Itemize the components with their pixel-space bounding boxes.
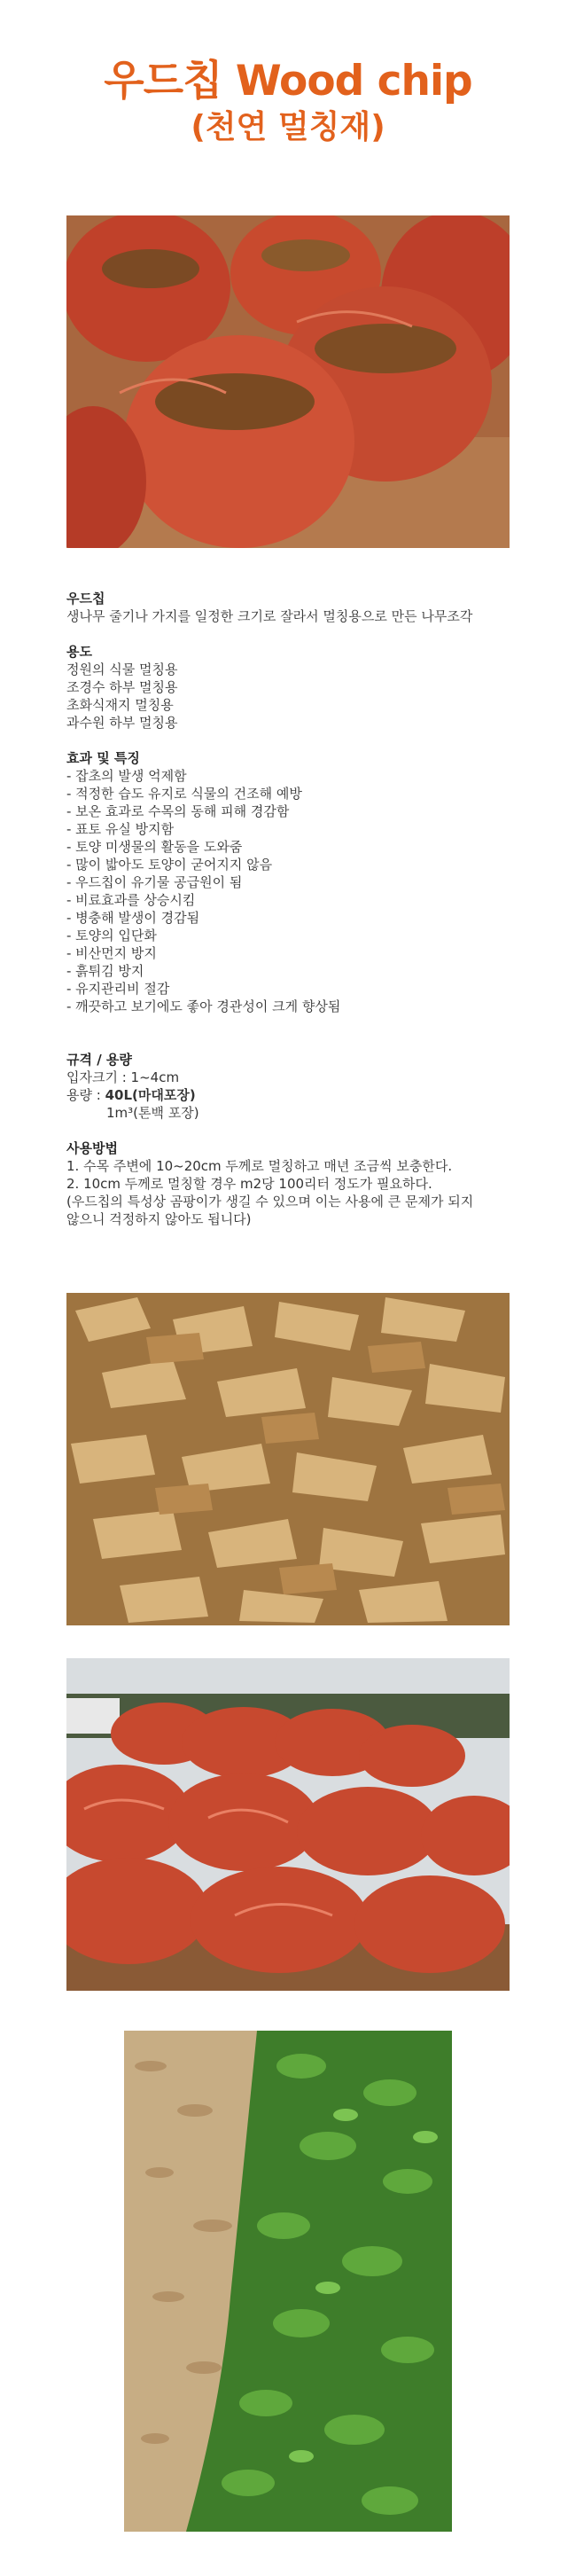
wood-chip-closeup-photo [66,1293,510,1625]
spec-volume [66,1086,536,1104]
effects-item: - 병충해 발생이 경감됨 [66,910,200,926]
effects-item: - 표토 유실 방지함 [66,821,175,837]
intro-description: 생나무 줄기나 가지를 일정한 크기로 잘라서 멀칭용으로 만든 나무조각 [66,608,473,624]
product-description [66,590,536,1228]
effects-item: - 잡초의 발생 억제함 [66,768,187,784]
effects-item: - 적정한 습도 유지로 식물의 건조해 예방 [66,786,302,802]
usage-item: 정원의 식물 멀칭용 [66,662,178,677]
usage-heading: 용도 [66,644,92,660]
effects-item: - 유지관리비 절감 [66,981,170,997]
page-subtitle: (천연 멀칭재) [191,109,385,145]
effects-item: - 토양 미생물의 활동을 도와줌 [66,839,243,855]
effects-item: - 보온 효과로 수목의 동해 피해 경감함 [66,803,290,819]
effects-item: - 우드칩이 유기물 공급원이 됨 [66,874,243,890]
spec-heading: 규격 / 용량 [66,1052,132,1068]
mulch-with-plants-photo [124,2031,452,2532]
method-heading: 사용방법 [66,1140,118,1156]
usage-item: 조경수 하부 멀칭용 [66,679,178,695]
usage-item: 초화식재지 멀칭용 [66,697,174,713]
method-line: 2. 10cm 두께로 멀칭할 경우 m2당 100리터 정도가 필요하다. [66,1176,432,1192]
effects-heading: 효과 및 특징 [66,750,140,766]
spec-bulk-volume: 1m³(톤백 포장) [106,1105,199,1121]
method-line: 않으니 걱정하지 않아도 됩니다) [66,1211,252,1227]
spec-volume-label: 용량 : [66,1087,105,1103]
effects-item: - 깨끗하고 보기에도 좋아 경관성이 크게 향상됨 [66,998,341,1014]
effects-item: - 비산먼지 방지 [66,945,157,961]
stacked-bags-photo [66,1658,510,1991]
spec-particle-size: 입자크기 : 1~4cm [66,1069,180,1085]
effects-item: - 토양의 입단화 [66,928,157,943]
method-line: 1. 수목 주변에 10~20cm 두께로 멀칭하고 매년 조금씩 보충한다. [66,1158,453,1174]
intro-heading: 우드칩 [66,591,105,607]
wood-chip-bags-photo [66,215,510,548]
method-line: (우드칩의 특성상 곰팡이가 생길 수 있으며 이는 사용에 큰 문제가 되지 [66,1194,474,1210]
effects-item: - 많이 밟아도 토양이 굳어지지 않음 [66,857,273,873]
spec-volume-value: 40L(마대포장) [105,1087,196,1103]
effects-item: - 비료효과를 상승시킴 [66,892,196,908]
usage-item: 과수원 하부 멀칭용 [66,715,178,731]
effects-item: - 흙튀김 방지 [66,963,144,979]
page-title: 우드칩 Wood chip [104,57,472,106]
